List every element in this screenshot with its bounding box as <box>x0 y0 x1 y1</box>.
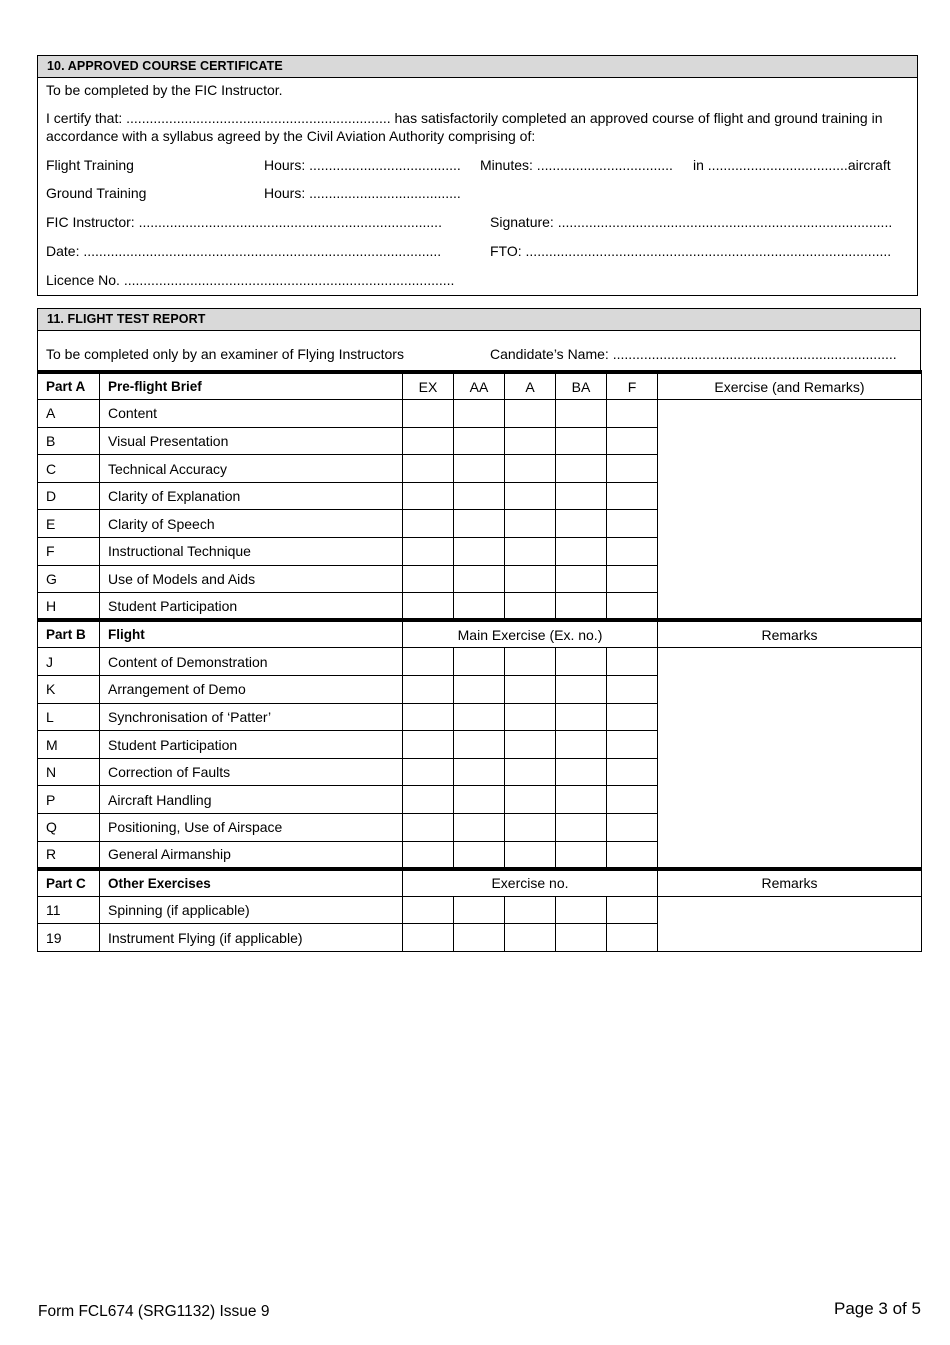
signature-field[interactable]: Signature: ...................................................................................... <box>490 214 893 230</box>
grade-cell[interactable] <box>556 593 607 621</box>
row-label: Positioning, Use of Airspace <box>100 814 403 842</box>
exercise-cell[interactable] <box>505 703 556 731</box>
row-label: Correction of Faults <box>100 758 403 786</box>
exercise-cell[interactable] <box>505 841 556 869</box>
exercise-cell[interactable] <box>403 786 454 814</box>
part-b-label: Part B <box>38 620 100 648</box>
grade-cell[interactable] <box>403 482 454 510</box>
part-c-remarks-cell[interactable] <box>658 896 922 951</box>
table-row <box>38 400 922 428</box>
exercise-cell[interactable] <box>454 758 505 786</box>
grade-cell[interactable] <box>607 455 658 483</box>
exercise-cell[interactable] <box>403 648 454 676</box>
grade-cell[interactable] <box>403 538 454 566</box>
exercise-cell[interactable] <box>505 648 556 676</box>
grade-cell[interactable] <box>607 565 658 593</box>
row-label: Clarity of Speech <box>100 510 403 538</box>
row-label: Instructional Technique <box>100 538 403 566</box>
row-code: 11 <box>38 896 100 924</box>
grade-cell[interactable] <box>454 565 505 593</box>
row-code: H <box>38 593 100 621</box>
part-b-remarks-header: Remarks <box>658 620 922 648</box>
exercise-cell[interactable] <box>607 758 658 786</box>
grade-cell[interactable] <box>556 482 607 510</box>
exercise-cell[interactable] <box>454 841 505 869</box>
exercise-cell[interactable] <box>556 841 607 869</box>
exercise-cell[interactable] <box>403 703 454 731</box>
row-code: L <box>38 703 100 731</box>
certify-statement[interactable]: I certify that: .................................................................... has satisfactorily completed an approved course of flight and ground training in accordance with a syllabus agreed by the Civil Aviation Authority comprising of: <box>46 110 883 144</box>
grade-cell[interactable] <box>403 510 454 538</box>
exercise-cell[interactable] <box>454 924 505 952</box>
part-b-remarks-cell[interactable] <box>658 648 922 869</box>
exercise-cell[interactable] <box>403 731 454 759</box>
ground-training-label: Ground Training <box>46 185 147 201</box>
licence-no-field[interactable]: Licence No. ..................................................................................... <box>46 272 455 288</box>
form-reference: Form FCL674 (SRG1132) Issue 9 <box>38 1303 270 1320</box>
grade-header-f: F <box>607 372 658 400</box>
grade-cell[interactable] <box>454 538 505 566</box>
row-code: R <box>38 841 100 869</box>
grade-header-ba: BA <box>556 372 607 400</box>
exercise-cell[interactable] <box>556 676 607 704</box>
fic-instructor-field[interactable]: FIC Instructor: .............................................................................. <box>46 214 442 230</box>
grade-header-aa: AA <box>454 372 505 400</box>
grade-cell[interactable] <box>607 538 658 566</box>
grade-cell[interactable] <box>454 400 505 428</box>
grade-cell[interactable] <box>607 482 658 510</box>
grade-cell[interactable] <box>556 510 607 538</box>
grade-cell[interactable] <box>505 482 556 510</box>
row-code: E <box>38 510 100 538</box>
row-code: K <box>38 676 100 704</box>
exercise-cell[interactable] <box>556 896 607 924</box>
grade-cell[interactable] <box>403 593 454 621</box>
grade-cell[interactable] <box>607 400 658 428</box>
exercise-cell[interactable] <box>454 648 505 676</box>
exercise-cell[interactable] <box>505 731 556 759</box>
flight-training-aircraft-field[interactable]: in ....................................aircraft <box>693 157 891 173</box>
grade-cell[interactable] <box>454 482 505 510</box>
exercise-cell[interactable] <box>403 841 454 869</box>
row-code: D <box>38 482 100 510</box>
row-code: M <box>38 731 100 759</box>
approved-course-certificate-section <box>37 55 918 296</box>
exercise-cell[interactable] <box>505 676 556 704</box>
main-exercise-header: Main Exercise (Ex. no.) <box>403 620 658 648</box>
flight-training-hours-field[interactable]: Hours: ....................................... <box>264 157 461 173</box>
exercise-cell[interactable] <box>607 648 658 676</box>
grade-cell[interactable] <box>454 593 505 621</box>
row-code: B <box>38 427 100 455</box>
row-label: Content of Demonstration <box>100 648 403 676</box>
exercise-cell[interactable] <box>505 896 556 924</box>
grade-cell[interactable] <box>607 427 658 455</box>
grade-cell[interactable] <box>505 565 556 593</box>
exercise-cell[interactable] <box>607 924 658 952</box>
exercise-cell[interactable] <box>607 841 658 869</box>
grade-cell[interactable] <box>556 427 607 455</box>
grade-cell[interactable] <box>403 427 454 455</box>
grade-cell[interactable] <box>403 565 454 593</box>
exercise-cell[interactable] <box>607 896 658 924</box>
part-c-remarks-header: Remarks <box>658 869 922 897</box>
grade-cell[interactable] <box>505 593 556 621</box>
exercise-cell[interactable] <box>454 703 505 731</box>
part-a-label: Part A <box>38 372 100 400</box>
grade-cell[interactable] <box>556 455 607 483</box>
exercise-cell[interactable] <box>505 786 556 814</box>
grade-cell[interactable] <box>556 400 607 428</box>
row-code: J <box>38 648 100 676</box>
part-a-remarks-header: Exercise (and Remarks) <box>658 372 922 400</box>
candidate-name-field[interactable]: Candidate’s Name: ......................................................................... <box>490 346 897 362</box>
grade-cell[interactable] <box>556 565 607 593</box>
row-label: Use of Models and Aids <box>100 565 403 593</box>
grade-cell[interactable] <box>403 455 454 483</box>
exercise-cell[interactable] <box>556 786 607 814</box>
row-code: 19 <box>38 924 100 952</box>
grade-cell[interactable] <box>505 455 556 483</box>
section-11-intro: To be completed only by an examiner of Flying Instructors <box>46 346 404 362</box>
grade-cell[interactable] <box>454 510 505 538</box>
row-label: Instrument Flying (if applicable) <box>100 924 403 952</box>
row-label: Student Participation <box>100 593 403 621</box>
ground-training-hours-field[interactable]: Hours: ....................................... <box>264 185 461 201</box>
row-code: A <box>38 400 100 428</box>
grade-cell[interactable] <box>505 427 556 455</box>
row-label: Visual Presentation <box>100 427 403 455</box>
row-code: P <box>38 786 100 814</box>
row-code: G <box>38 565 100 593</box>
row-code: Q <box>38 814 100 842</box>
grade-cell[interactable] <box>607 593 658 621</box>
row-label: Spinning (if applicable) <box>100 896 403 924</box>
table-row <box>38 896 922 924</box>
row-label: Aircraft Handling <box>100 786 403 814</box>
row-label: Technical Accuracy <box>100 455 403 483</box>
grade-header-ex: EX <box>403 372 454 400</box>
exercise-cell[interactable] <box>454 731 505 759</box>
exercise-cell[interactable] <box>607 676 658 704</box>
section-10-intro: To be completed by the FIC Instructor. <box>46 82 283 98</box>
row-label: Content <box>100 400 403 428</box>
exercise-cell[interactable] <box>607 703 658 731</box>
part-b-title: Flight <box>100 620 403 648</box>
part-a-header-row <box>38 372 922 400</box>
exercise-cell[interactable] <box>454 676 505 704</box>
exercise-cell[interactable] <box>505 814 556 842</box>
flight-test-report-section <box>37 308 921 372</box>
row-label: Arrangement of Demo <box>100 676 403 704</box>
row-label: Student Participation <box>100 731 403 759</box>
part-a-remarks-cell[interactable] <box>658 400 922 621</box>
flight-training-label: Flight Training <box>46 157 134 173</box>
date-field[interactable]: Date: ............................................................................................ <box>46 243 442 259</box>
part-b-header-row <box>38 620 922 648</box>
exercise-cell[interactable] <box>505 924 556 952</box>
grade-cell[interactable] <box>454 427 505 455</box>
grade-cell[interactable] <box>403 400 454 428</box>
exercise-cell[interactable] <box>403 896 454 924</box>
table-row <box>38 648 922 676</box>
grade-cell[interactable] <box>454 455 505 483</box>
exercise-cell[interactable] <box>556 814 607 842</box>
grade-header-a: A <box>505 372 556 400</box>
part-c-header-row <box>38 869 922 897</box>
exercise-cell[interactable] <box>556 731 607 759</box>
grade-cell[interactable] <box>505 510 556 538</box>
flight-training-minutes-field[interactable]: Minutes: ................................... <box>480 157 673 173</box>
exercise-cell[interactable] <box>505 758 556 786</box>
exercise-cell[interactable] <box>607 786 658 814</box>
exercise-cell[interactable] <box>607 814 658 842</box>
part-a-title: Pre-flight Brief <box>100 372 403 400</box>
part-c-label: Part C <box>38 869 100 897</box>
exercise-cell[interactable] <box>556 648 607 676</box>
part-c-title: Other Exercises <box>100 869 403 897</box>
exercise-cell[interactable] <box>454 814 505 842</box>
page-number: Page 3 of 5 <box>834 1299 921 1318</box>
fto-field[interactable]: FTO: .............................................................................................. <box>490 243 892 259</box>
flight-test-table <box>37 370 922 952</box>
row-code: F <box>38 538 100 566</box>
section-11-title: 11. FLIGHT TEST REPORT <box>38 309 920 331</box>
exercise-cell[interactable] <box>607 731 658 759</box>
grade-cell[interactable] <box>505 538 556 566</box>
exercise-cell[interactable] <box>403 676 454 704</box>
exercise-cell[interactable] <box>403 814 454 842</box>
exercise-cell[interactable] <box>556 924 607 952</box>
section-10-title: 10. APPROVED COURSE CERTIFICATE <box>38 56 917 78</box>
row-code: N <box>38 758 100 786</box>
row-code: C <box>38 455 100 483</box>
exercise-cell[interactable] <box>454 786 505 814</box>
exercise-cell[interactable] <box>403 758 454 786</box>
exercise-cell[interactable] <box>454 896 505 924</box>
grade-cell[interactable] <box>607 510 658 538</box>
exercise-cell[interactable] <box>556 758 607 786</box>
grade-cell[interactable] <box>505 400 556 428</box>
row-label: Synchronisation of ‘Patter’ <box>100 703 403 731</box>
exercise-cell[interactable] <box>556 703 607 731</box>
row-label: General Airmanship <box>100 841 403 869</box>
exercise-no-header: Exercise no. <box>403 869 658 897</box>
exercise-cell[interactable] <box>403 924 454 952</box>
grade-cell[interactable] <box>556 538 607 566</box>
row-label: Clarity of Explanation <box>100 482 403 510</box>
